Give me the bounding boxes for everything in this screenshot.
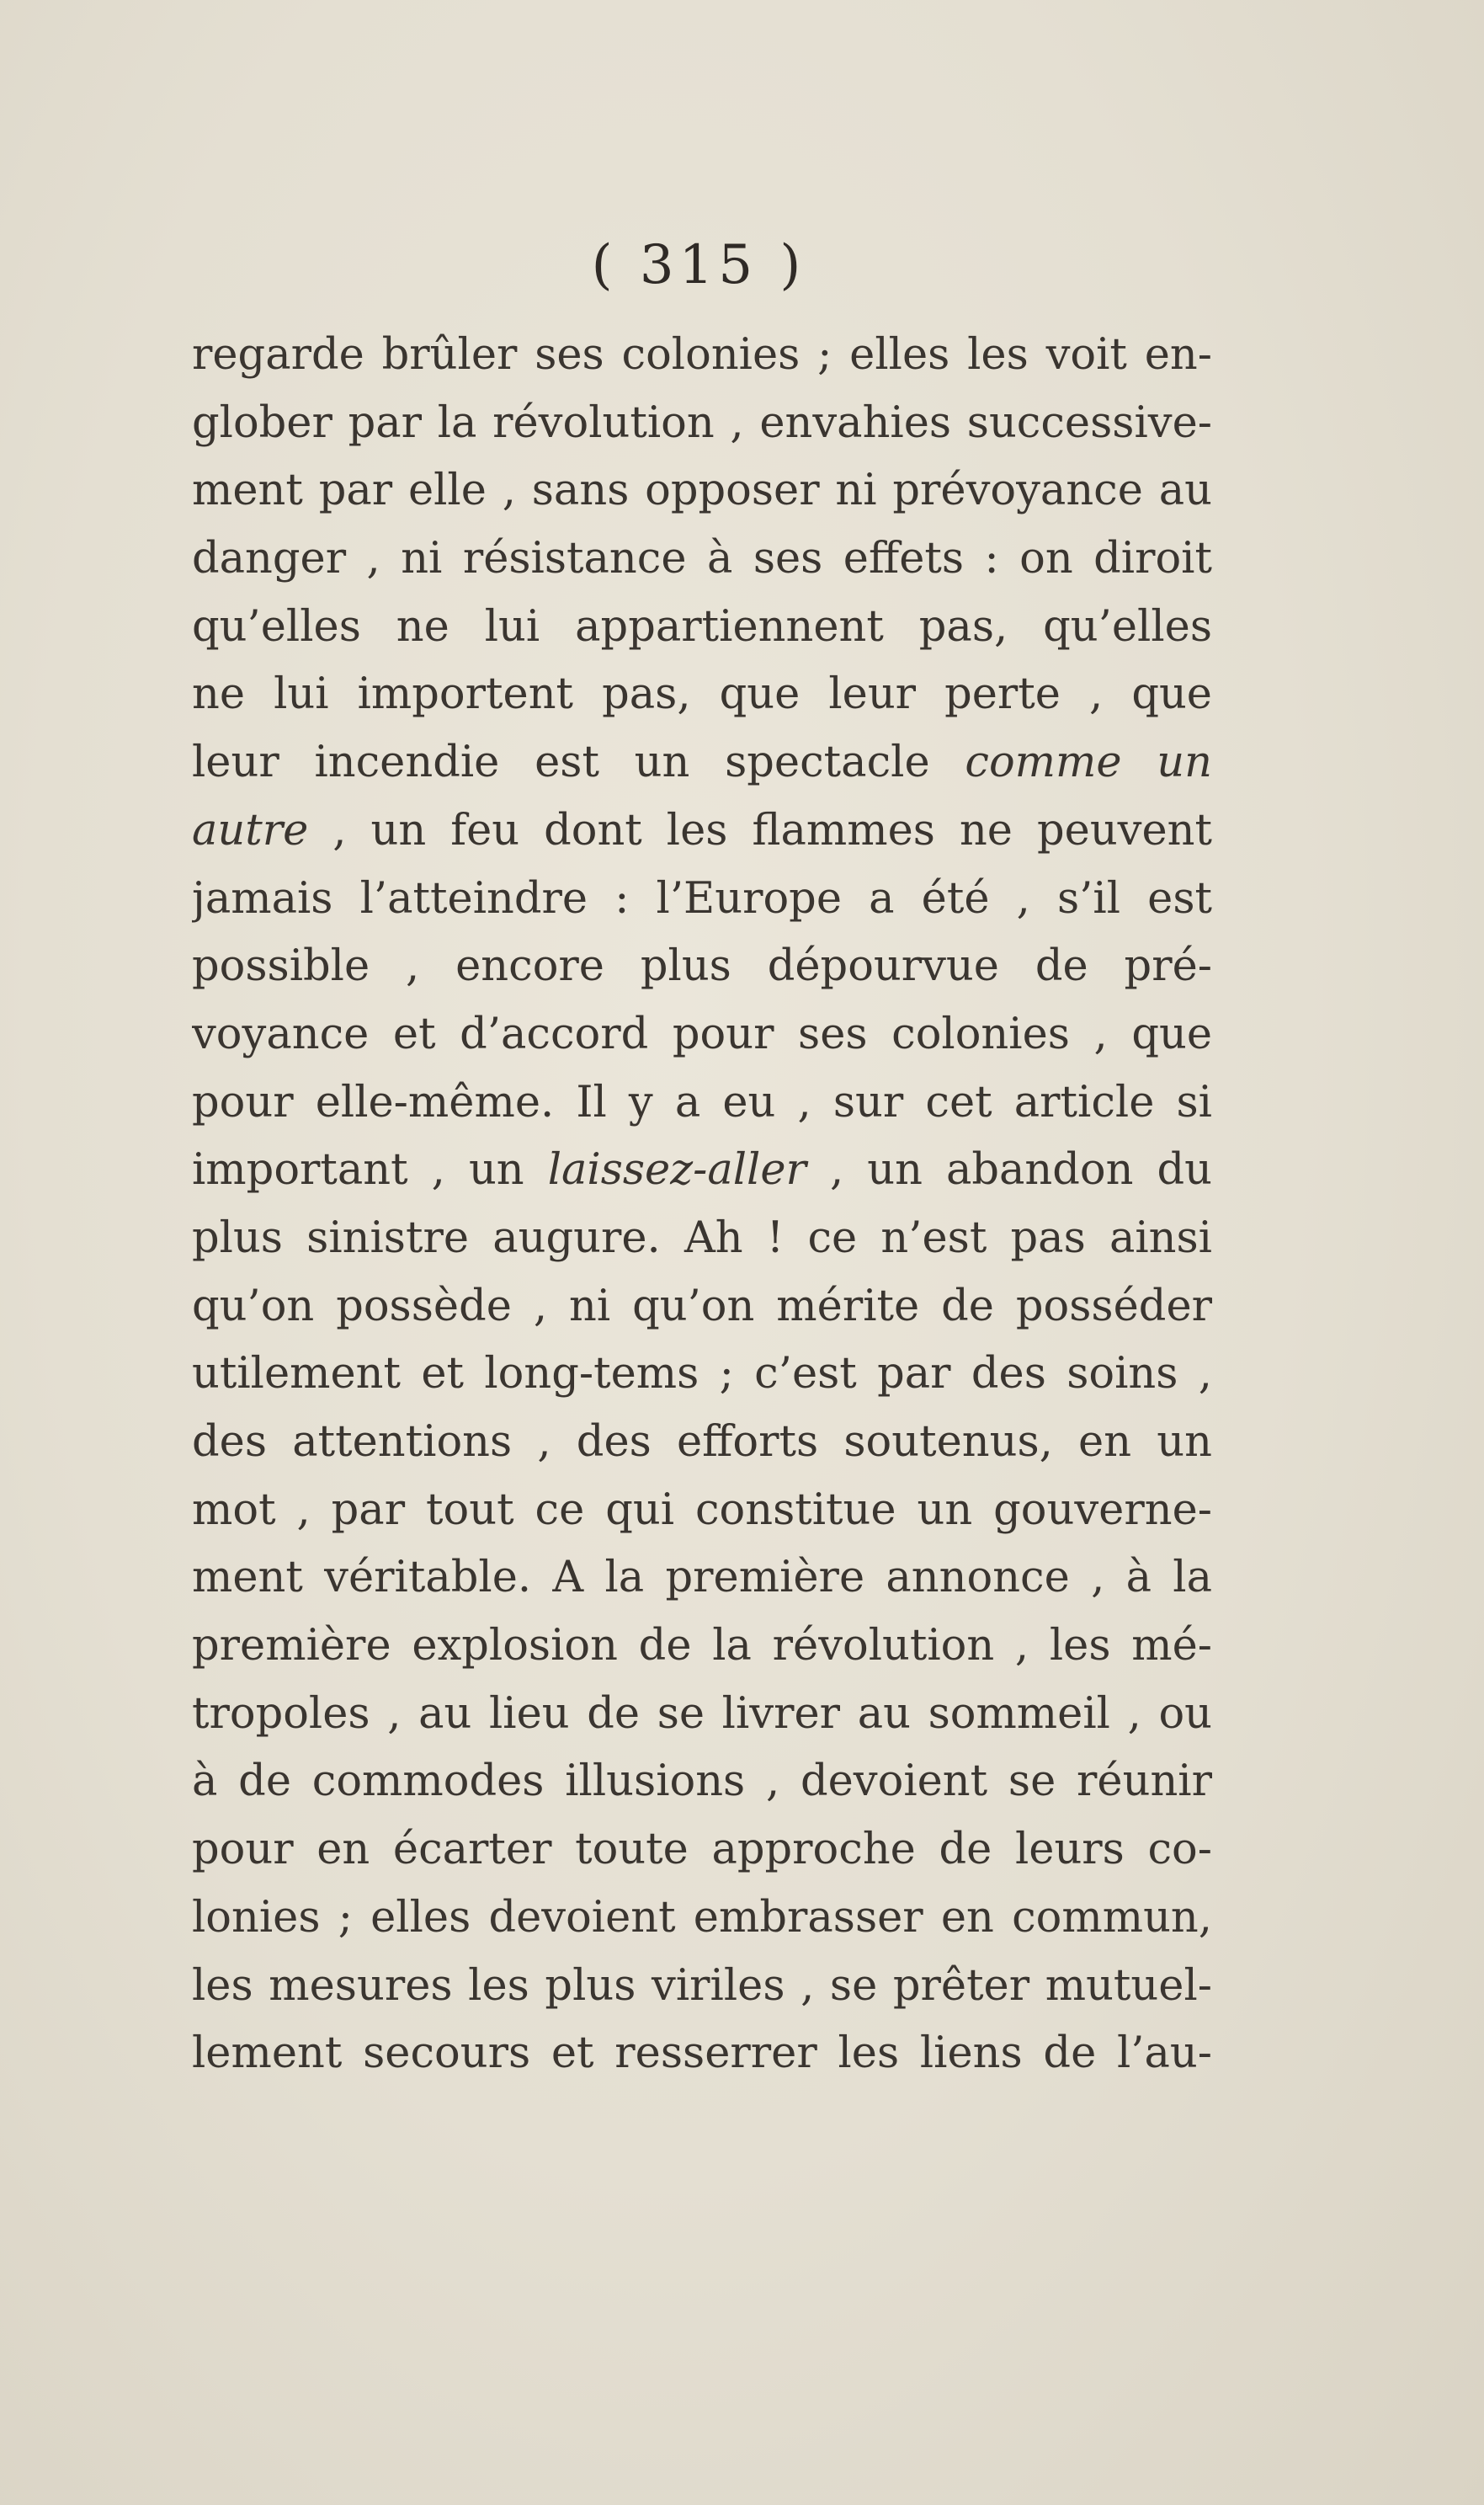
text-line [192,457,1212,525]
italic-text: comme un [965,738,1212,788]
text-line [192,866,1212,934]
text-run: ment véritable. A la première annonce , à la [192,1553,1212,1603]
text-line [192,1205,1212,1273]
text-line [192,390,1212,458]
text-run: ment par elle , sans opposer ni prévoyance au [192,466,1212,516]
italic-text: autre [192,805,309,855]
text-run: , un feu dont les flammes ne peuvent [308,805,1212,855]
text-line [192,1273,1212,1341]
text-run: regarde brûler ses colonies ; elles les voit en- [192,330,1212,380]
text-run: lement secours et resserrer les liens de l’au- [192,2028,1212,2079]
text-line [192,661,1212,729]
text-line [192,322,1212,390]
text-run: à de commodes illusions , devoient se réunir [192,1756,1212,1807]
text-run: danger , ni résistance à ses effets : on diroit [192,534,1212,584]
text-run: possible , encore plus dépourvue de pré- [192,941,1212,992]
text-run: les mesures les plus viriles , se prêter mutuel- [192,1960,1212,2011]
text-line [192,1477,1212,1545]
text-line [192,933,1212,1001]
text-line [192,525,1212,594]
text-run: mot , par tout ce qui constitue un gouverne- [192,1484,1212,1535]
page-number: ( 315 ) [591,234,806,296]
text-line [192,594,1212,662]
text-line [192,1953,1212,2021]
text-run: qu’elles ne lui appartiennent pas, qu’elles [192,601,1212,652]
text-line [192,1612,1212,1681]
text-run: leur incendie est un spectacle [192,738,965,788]
text-line [192,1544,1212,1612]
text-run: jamais l’atteindre : l’Europe a été , s’il est [192,873,1212,924]
text-line [192,1069,1212,1138]
text-run: voyance et d’accord pour ses colonies , que [192,1009,1212,1059]
text-line [192,1409,1212,1477]
text-run: pour en écarter toute approche de leurs co- [192,1825,1212,1875]
text-line [192,1816,1212,1884]
text-run: première explosion de la révolution , les mé- [192,1621,1212,1671]
text-line [192,729,1212,797]
text-line [192,1001,1212,1069]
text-run: , un abandon du [806,1145,1212,1196]
text-run: glober par la révolution , envahies successive- [192,397,1212,448]
text-line [192,1340,1212,1409]
text-run: qu’on possède , ni qu’on mérite de posséder [192,1281,1212,1331]
text-run: des attentions , des efforts soutenus, en un [192,1417,1212,1467]
text-line [192,1137,1212,1205]
text-line [192,1748,1212,1816]
text-run: ne lui importent pas, que leur perte , que [192,669,1212,720]
text-line [192,2020,1212,2088]
text-run: lonies ; elles devoient embrasser en commun, [192,1892,1212,1943]
text-run: utilement et long-tems ; c’est par des soins , [192,1349,1212,1399]
text-run: plus sinistre augure. Ah ! ce n’est pas ainsi [192,1213,1212,1263]
text-line [192,797,1212,866]
text-run: important , un [192,1145,548,1196]
text-line [192,1884,1212,1953]
text-run: tropoles , au lieu de se livrer au sommeil , ou [192,1688,1212,1739]
italic-text: laissez-aller [547,1145,806,1196]
text-run: pour elle-même. Il y a eu , sur cet article si [192,1077,1212,1127]
text-line [192,1681,1212,1749]
body-text [192,322,1212,2088]
